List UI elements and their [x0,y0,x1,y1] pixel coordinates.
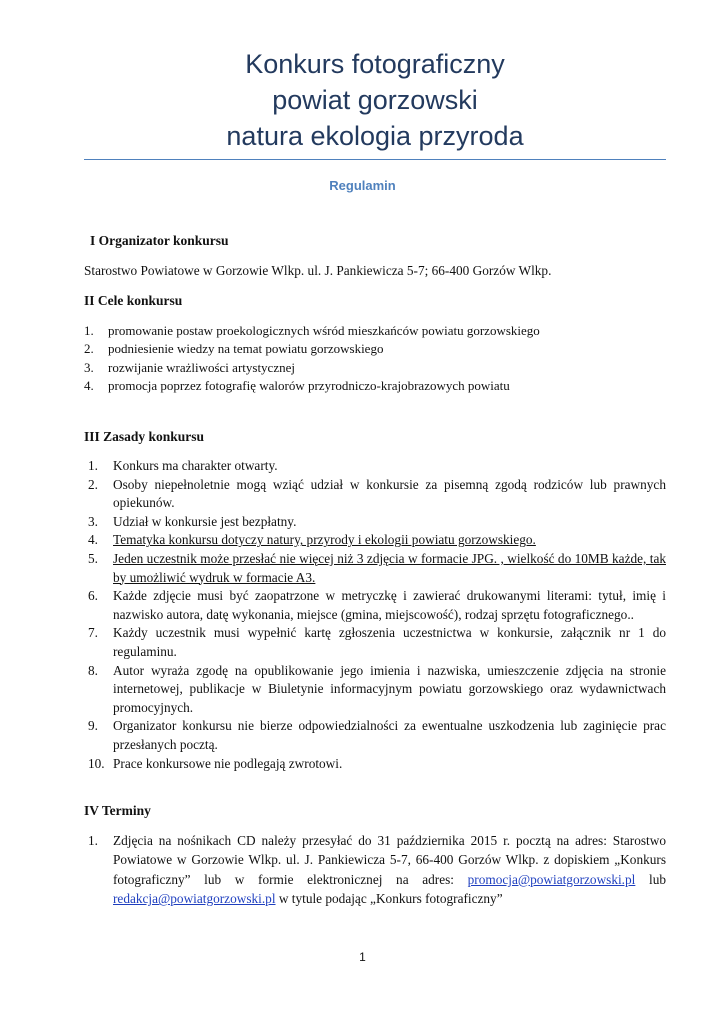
list-number: 2. [88,476,98,492]
list-text: Każdy uczestnik musi wypełnić kartę zgłoszenia uczestnictwa w konkursie, załącznik nr 1 do regulaminu. [113,625,666,659]
list-text: w tytule podając „Konkurs fotograficzny” [275,891,503,907]
list-number: 6. [88,588,98,604]
list-text: Prace konkursowe nie podlegają zwrotowi. [113,755,343,771]
terms-list [88,831,666,909]
section-heading-rules: III Zasady konkursu [84,429,205,444]
list-item [84,340,644,358]
email-link-promocja[interactable]: promocja@powiatgorzowski.pl [467,871,636,887]
list-item [88,662,666,718]
list-number: 3. [88,513,98,529]
section-heading-goals: II Cele konkursu [84,293,183,308]
list-number: 10. [88,755,105,771]
list-number: 8. [88,662,98,678]
title-divider [84,159,666,160]
email-link-redakcja[interactable]: redakcja@powiatgorzowski.pl [113,891,276,907]
list-item [88,531,666,550]
rules-list [88,457,666,773]
title-line: powiat gorzowski [272,85,478,115]
list-number: 4. [84,377,94,393]
list-text: Zdjęcia na nośnikach CD należy przesyłać do 31 października 2015 r. pocztą na adres: Starostwo Powiatowe w Gorzowie Wlkp. ul. J. Pankiewicza 5-7, 66-400 Gorzów Wlkp. z dopiskiem „Konkurs fotograficzny” lub w formie elektronicznej na adres: [113,833,666,887]
list-item [84,322,644,340]
list-text: Każde zdjęcie musi być zaopatrzone w metryczkę i zawierać drukowanymi literami: tytuł, imię i nazwisko autora, datę wykonania, miejsce (gmina, miejscowość), rodzaj sprzętu fotograficznego.. [113,588,666,622]
list-item [88,831,666,909]
section-heading-terms: IV Terminy [84,803,151,818]
list-text: promocja poprzez fotografię walorów przyrodniczo-krajobrazowych powiatu [108,377,510,393]
title-line: Konkurs fotograficzny [245,49,505,79]
section-heading-organizer: I Organizator konkursu [90,233,229,248]
list-number: 5. [88,550,98,566]
list-text: Jeden uczestnik może przesłać nie więcej niż 3 zdjęcia w formacie JPG. , wielkość do 10MB każde, tak by umożliwić wydruk w formacie A3. [113,550,666,585]
list-text: Osoby niepełnoletnie mogą wziąć udział w konkursie za pisemną zgodą rodziców lub prawnych opiekunów. [113,476,666,511]
list-text: Konkurs ma charakter otwarty. [113,458,278,473]
list-number: 7. [88,625,98,641]
list-item [88,457,666,476]
list-number: 3. [84,359,94,375]
list-number: 4. [88,532,98,548]
organizer-address: Starostwo Powiatowe w Gorzowie Wlkp. ul. J. Pankiewicza 5-7; 66-400 Gorzów Wlkp. [84,263,552,278]
list-item [88,717,666,754]
list-text: rozwijanie wrażliwości artystycznej [108,359,295,375]
list-item [88,587,666,624]
list-item [88,550,666,587]
list-item [84,359,644,377]
page-number: 1 [359,950,366,964]
list-number: 1. [88,458,98,473]
list-number: 1. [88,833,98,848]
list-item [84,377,644,395]
list-number: 1. [84,323,94,338]
list-item [88,624,666,661]
list-text: promowanie postaw proekologicznych wśród mieszkańców powiatu gorzowskiego [108,323,540,338]
list-item [88,476,666,513]
list-text: Organizator konkursu nie bierze odpowiedzialności za ewentualne uszkodzenia lub zaginięcie prac przesłanych pocztą. [113,718,666,752]
list-text: Tematyka konkursu dotyczy natury, przyrody i ekologii powiatu gorzowskiego. [113,532,536,548]
list-item [88,513,666,532]
list-item [88,755,666,774]
list-text: Udział w konkursie jest bezpłatny. [113,513,297,529]
goals-list [84,322,644,395]
list-number: 2. [84,341,94,357]
list-text: Autor wyraża zgodę na opublikowanie jego imienia i nazwiska, umieszczenie zdjęcia na stronie internetowej, publikacje w Biuletynie informacyjnym powiatu gorzowskiego oraz wydawnictwach promocyjnych. [113,662,666,715]
document-title [60,46,690,154]
list-number: 9. [88,718,98,734]
document-subtitle: Regulamin [329,178,396,193]
list-text: podniesienie wiedzy na temat powiatu gorzowskiego [108,341,384,357]
list-text: lub [635,871,666,887]
title-line: natura ekologia przyroda [226,121,524,151]
